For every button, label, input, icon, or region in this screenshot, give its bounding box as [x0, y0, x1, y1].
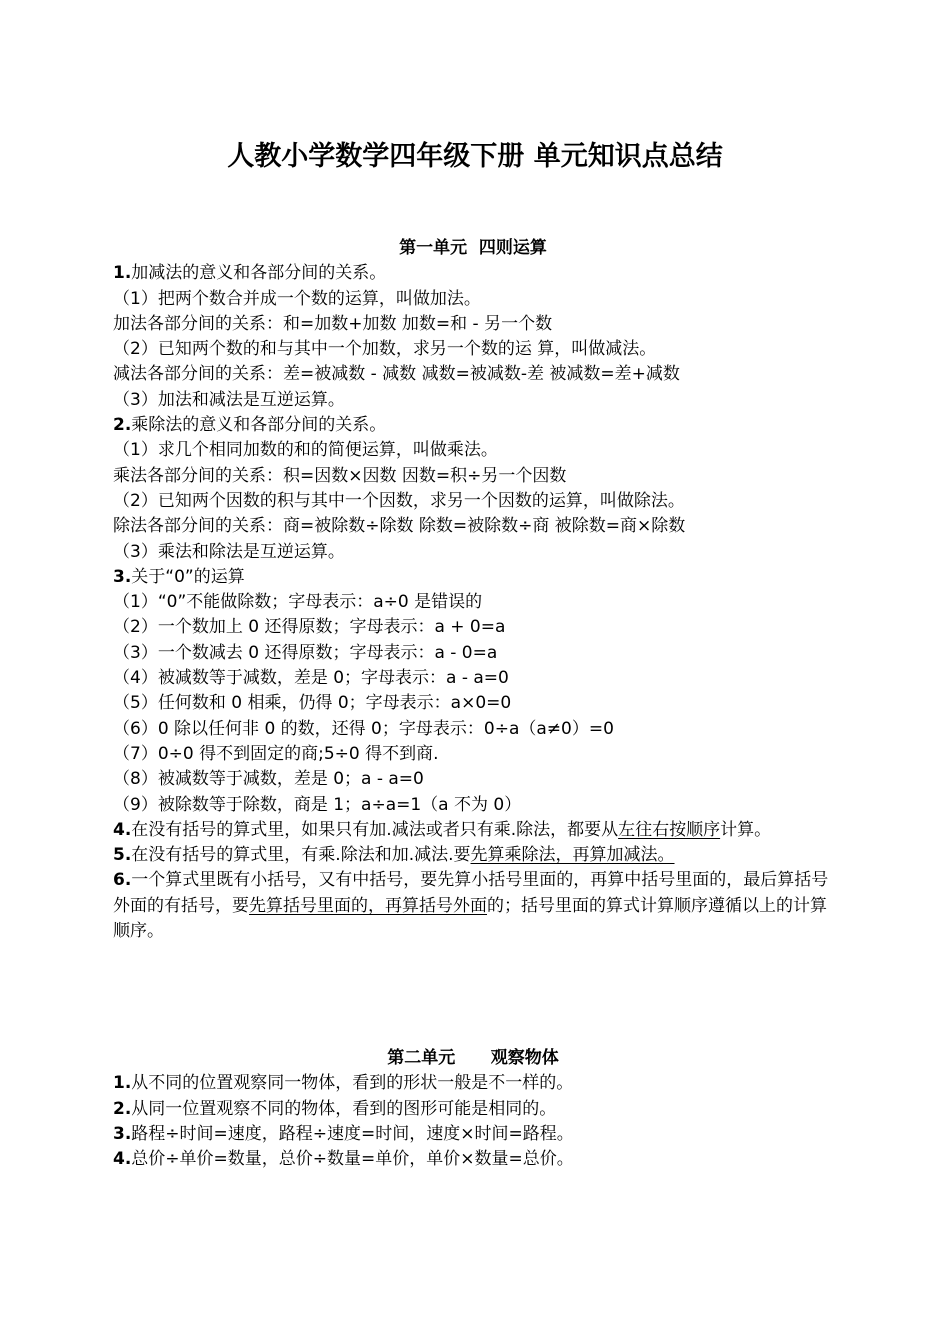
text-line: （3）一个数减去 0 还得原数；字母表示：a - 0=a [113, 642, 498, 663]
unit-2-heading: 第二单元 观察物体 [387, 1048, 559, 1068]
point-number: 2. [113, 415, 132, 436]
point-text: 一个算式里既有小括号，又有中括号，要先算小括号里面的，再算中括号里面的，最后算括号外面的有括号，要 [113, 870, 829, 916]
text-line: （5）任何数和 0 相乘，仍得 0；字母表示：a×0=0 [113, 693, 512, 714]
point-text: 从同一位置观察不同的物体，看到的图形可能是相同的。 [131, 1098, 557, 1119]
text-line: 加法各部分间的关系：和=加数+加数 加数=和 - 另一个数 [113, 313, 553, 334]
point-text: 乘除法的意义和各部分间的关系。 [131, 415, 387, 436]
point-text: 在没有括号的算式里，如果只有加.减法或者只有乘.除法，都要从 [131, 819, 619, 840]
point-number: 5. [113, 845, 132, 866]
point-6 [113, 868, 833, 944]
underlined-text: 先算乘除法，再算加减法。 [470, 845, 675, 866]
point-number: 4. [113, 1149, 132, 1170]
text-line: （4）被减数等于减数，差是 0；字母表示：a - a=0 [113, 668, 509, 689]
point-text: 关于“0”的运算 [131, 566, 245, 587]
unit-2-section [113, 1046, 833, 1172]
point-2 [113, 413, 833, 438]
point-1 [113, 1071, 833, 1096]
point-number: 3. [113, 566, 132, 587]
point-3 [113, 1122, 833, 1147]
underlined-text: 先算括号里面的，再算括号外面 [249, 895, 487, 916]
point-text: 从不同的位置观察同一物体，看到的形状一般是不一样的。 [131, 1073, 574, 1094]
text-line: （1）求几个相同加数的和的简便运算，叫做乘法。 [113, 440, 498, 461]
point-1 [113, 261, 833, 286]
point-number: 6. [113, 870, 132, 891]
point-5 [113, 843, 833, 868]
text-line: （2）已知两个因数的积与其中一个因数，求另一个因数的运算，叫做除法。 [113, 490, 685, 511]
point-4 [113, 818, 833, 843]
point-text: 总价÷单价=数量，总价÷数量=单价，单价×数量=总价。 [131, 1149, 574, 1170]
text-line: （3）加法和减法是互逆运算。 [113, 389, 345, 410]
text-line: （9）被除数等于除数，商是 1；a÷a=1（a 不为 0） [113, 794, 522, 815]
point-number: 4. [113, 819, 132, 840]
text-line: 乘法各部分间的关系：积=因数×因数 因数=积÷另一个因数 [113, 465, 567, 486]
text-line: （2）已知两个数的和与其中一个加数，求另一个数的运 算，叫做减法。 [113, 339, 657, 360]
underlined-text: 左往右按顺序 [618, 819, 721, 840]
text-line: （3）乘法和除法是互逆运算。 [113, 541, 345, 562]
text-line: 除法各部分间的关系：商=被除数÷除数 除数=被除数÷商 被除数=商×除数 [113, 516, 686, 537]
text-line: （1）“0”不能做除数；字母表示：a÷0 是错误的 [113, 592, 483, 613]
text-line: （7）0÷0 得不到固定的商;5÷0 得不到商. [113, 743, 439, 764]
point-text: 的；括号里面的算式计算顺序遵循以上的计算顺序。 [113, 895, 827, 942]
text-line: 减法各部分间的关系：差=被减数 - 减数 减数=被减数-差 被减数=差+减数 [113, 364, 680, 385]
point-2 [113, 1097, 833, 1122]
text-line: （6）0 除以任何非 0 的数，还得 0；字母表示：0÷a（a≠0）=0 [113, 718, 614, 739]
point-number: 1. [113, 1073, 132, 1094]
text-line: （8）被减数等于减数，差是 0；a - a=0 [113, 769, 424, 790]
point-3 [113, 565, 833, 590]
point-4 [113, 1147, 833, 1172]
point-text: 在没有括号的算式里，有乘.除法和加.减法.要 [131, 845, 471, 866]
point-number: 1. [113, 263, 132, 284]
point-number: 2. [113, 1098, 132, 1119]
unit-1-heading: 第一单元 四则运算 [399, 238, 547, 258]
text-line: （1）把两个数合并成一个数的运算，叫做加法。 [113, 288, 481, 309]
unit-1-section [113, 236, 833, 944]
text-line: （2）一个数加上 0 还得原数；字母表示：a + 0=a [113, 617, 506, 638]
point-text: 计算。 [720, 819, 772, 840]
point-text: 路程÷时间=速度，路程÷速度=时间，速度×时间=路程。 [131, 1123, 574, 1144]
document-title: 人教小学数学四年级下册 单元知识点总结 [227, 141, 723, 172]
point-number: 3. [113, 1123, 132, 1144]
point-text: 加减法的意义和各部分间的关系。 [131, 263, 387, 284]
